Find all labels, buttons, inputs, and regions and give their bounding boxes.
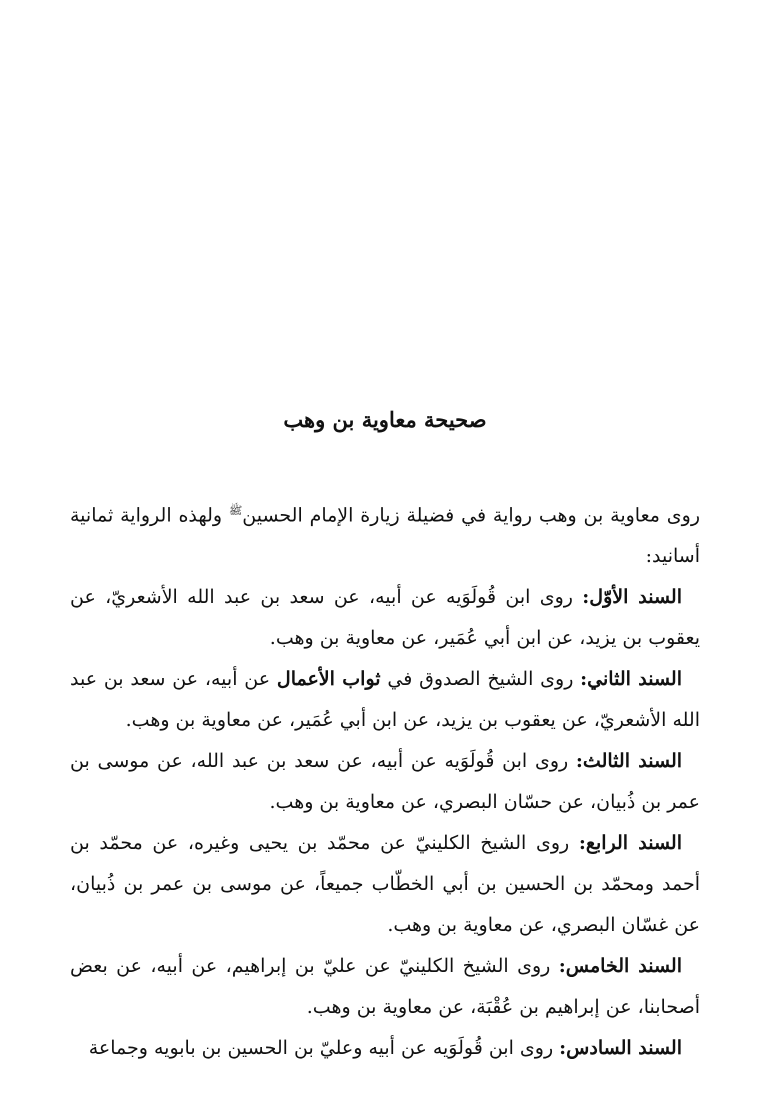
isnad-label: السند الرابع: (578, 832, 682, 855)
book-title: ثواب الأعمال (276, 668, 381, 691)
isnad-text: روى ابن قُولَوَيه عن أبيه وعليّ بن الحسين بن بابويه وجماعة (88, 1037, 560, 1060)
isnad-label: السند الثاني: (580, 668, 683, 691)
isnad-text: روى الشيخ الكلينيّ عن محمّد بن يحيى وغيره، عن محمّد بن أحمد ومحمّد بن الحسين بن أبي الخطّاب جميعاً، عن موسى بن عمر بن ذُبيان، عن غسّان البصري، عن معاوية بن وهب. (70, 832, 700, 937)
isnad-text: روى ابن قُولَوَيه عن أبيه، عن سعد بن عبد الله الأشعريّ، عن يعقوب بن يزيد، عن ابن أبي عُمَير، عن معاوية بن وهب. (70, 586, 700, 650)
page-title: صحيحة معاوية بن وهب (283, 407, 487, 432)
isnad-label: السند الخامس: (558, 955, 682, 978)
isnad-2 (70, 659, 700, 741)
isnad-4 (70, 823, 700, 946)
isnad-text: روى الشيخ الكلينيّ عن عليّ بن إبراهيم، عن أبيه، عن بعض أصحابنا، عن إبراهيم بن عُقْبَة، عن معاوية بن وهب. (70, 955, 700, 1019)
isnad-label: السند السادس: (559, 1037, 682, 1060)
isnad-text-before: روى الشيخ الصدوق في (380, 668, 581, 691)
intro-text-before: روى معاوية بن وهب رواية في فضيلة زيارة الإمام الحسين (242, 504, 700, 527)
intro-paragraph (70, 490, 700, 577)
page-content (70, 400, 700, 1069)
isnad-1 (70, 577, 700, 659)
isnad-text: روى ابن قُولَوَيه عن أبيه، عن سعد بن عبد الله، عن موسى بن عمر بن ذُبيان، عن حسّان البصري، عن معاوية بن وهب. (70, 750, 700, 814)
honorific-symbol: ﷺ (228, 504, 243, 517)
isnad-label: السند الثالث: (575, 750, 683, 773)
isnad-3 (70, 741, 700, 823)
isnad-5 (70, 946, 700, 1028)
isnad-text-after: عن أبيه، عن سعد بن عبد الله الأشعريّ، عن يعقوب بن يزيد، عن ابن أبي عُمَير، عن معاوية بن وهب. (70, 668, 700, 732)
isnad-label: السند الأوّل: (582, 586, 683, 609)
isnad-6 (70, 1028, 700, 1069)
intro-text-after: ولهذه الرواية ثمانية أسانيد: (70, 504, 700, 568)
